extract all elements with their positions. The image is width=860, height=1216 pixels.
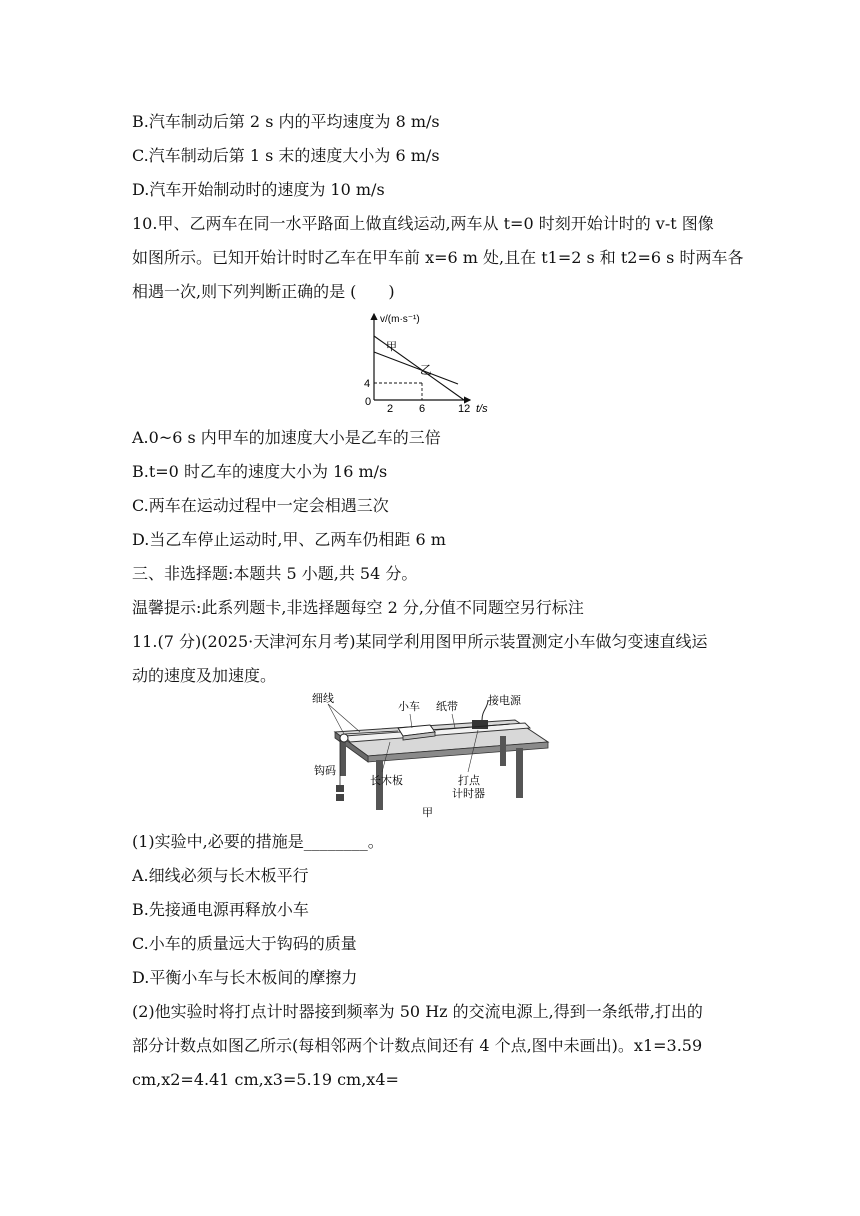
leader-line	[328, 704, 344, 734]
table-leg	[516, 748, 523, 798]
subq-1: (1)实验中,必要的措施是________。	[132, 832, 384, 851]
label-power: 接电源	[488, 695, 521, 707]
option-d-q10: D.当乙车停止运动时,甲、乙两车仍相距 6 m	[132, 530, 446, 549]
subq-2-line-1: (2)他实验时将打点计时器接到频率为 50 Hz 的交流电源上,得到一条纸带,打出的	[132, 1002, 703, 1021]
hook-weight	[336, 785, 344, 792]
label-timer-1: 打点	[458, 775, 480, 787]
option-d-q9: D.汽车开始制动时的速度为 10 m/s	[132, 180, 385, 199]
label-thread: 细线	[312, 693, 334, 705]
question-10-line-2: 如图所示。已知开始计时时乙车在甲车前 x=6 m 处,且在 t1=2 s 和 t2=6 s 时两车各	[132, 248, 744, 267]
option-b-q9: B.汽车制动后第 2 s 内的平均速度为 8 m/s	[132, 112, 440, 131]
label-cart: 小车	[398, 701, 420, 713]
subq-1-option-c: C.小车的质量远大于钩码的质量	[132, 934, 357, 953]
label-board: 长木板	[370, 775, 403, 787]
timer	[472, 720, 488, 729]
option-c-q9: C.汽车制动后第 1 s 末的速度大小为 6 m/s	[132, 146, 440, 165]
figure-caption: 甲	[422, 807, 433, 819]
tick-6: 6	[419, 403, 426, 415]
question-10-line-3: 相遇一次,则下列判断正确的是 ( )	[132, 282, 395, 301]
hook-weight	[336, 794, 344, 801]
origin-label: 0	[365, 396, 372, 408]
tick-4: 4	[364, 378, 371, 390]
question-10-line-1: 10.甲、乙两车在同一水平路面上做直线运动,两车从 t=0 时刻开始计时的 v-t 图像	[132, 214, 714, 233]
vt-graph	[358, 308, 508, 418]
option-b-q10: B.t=0 时乙车的速度大小为 16 m/s	[132, 462, 388, 481]
tick-12: 12	[458, 403, 471, 415]
section-3-heading: 三、非选择题:本题共 5 小题,共 54 分。	[132, 564, 418, 583]
pulley	[340, 734, 348, 742]
leader-line	[328, 704, 360, 732]
question-11-line-2: 动的速度及加速度。	[132, 666, 277, 685]
label-jia: 甲	[386, 341, 397, 353]
subq-2-line-3: cm,x2=4.41 cm,x3=5.19 cm,x4=	[132, 1070, 399, 1089]
label-timer-2: 计时器	[452, 788, 485, 800]
tip-line: 温馨提示:此系列题卡,非选择题每空 2 分,分值不同题空另行标注	[132, 598, 584, 617]
subq-1-option-b: B.先接通电源再释放小车	[132, 900, 309, 919]
label-tape: 纸带	[436, 701, 458, 713]
subq-2-line-2: 部分计数点如图乙所示(每相邻两个计数点间还有 4 个点,图中未画出)。x1=3.59	[132, 1036, 703, 1055]
x-axis-label: t/s	[476, 403, 488, 415]
tick-2: 2	[387, 403, 394, 415]
leader-line	[410, 714, 412, 728]
subq-1-option-a: A.细线必须与长木板平行	[132, 866, 309, 885]
label-yi: 乙	[420, 363, 433, 377]
label-hook: 钩码	[314, 765, 336, 777]
option-a-q10: A.0~6 s 内甲车的加速度大小是乙车的三倍	[132, 428, 441, 447]
table-leg	[500, 736, 506, 766]
option-c-q10: C.两车在运动过程中一定会相遇三次	[132, 496, 389, 515]
question-11-line-1: 11.(7 分)(2025·天津河东月考)某同学利用图甲所示装置测定小车做匀变速直线运	[132, 632, 708, 651]
apparatus-figure	[300, 690, 560, 820]
subq-1-option-d: D.平衡小车与长木板间的摩擦力	[132, 968, 358, 987]
y-axis-label: v/(m·s⁻¹)	[380, 314, 420, 325]
line-yi	[374, 352, 458, 384]
